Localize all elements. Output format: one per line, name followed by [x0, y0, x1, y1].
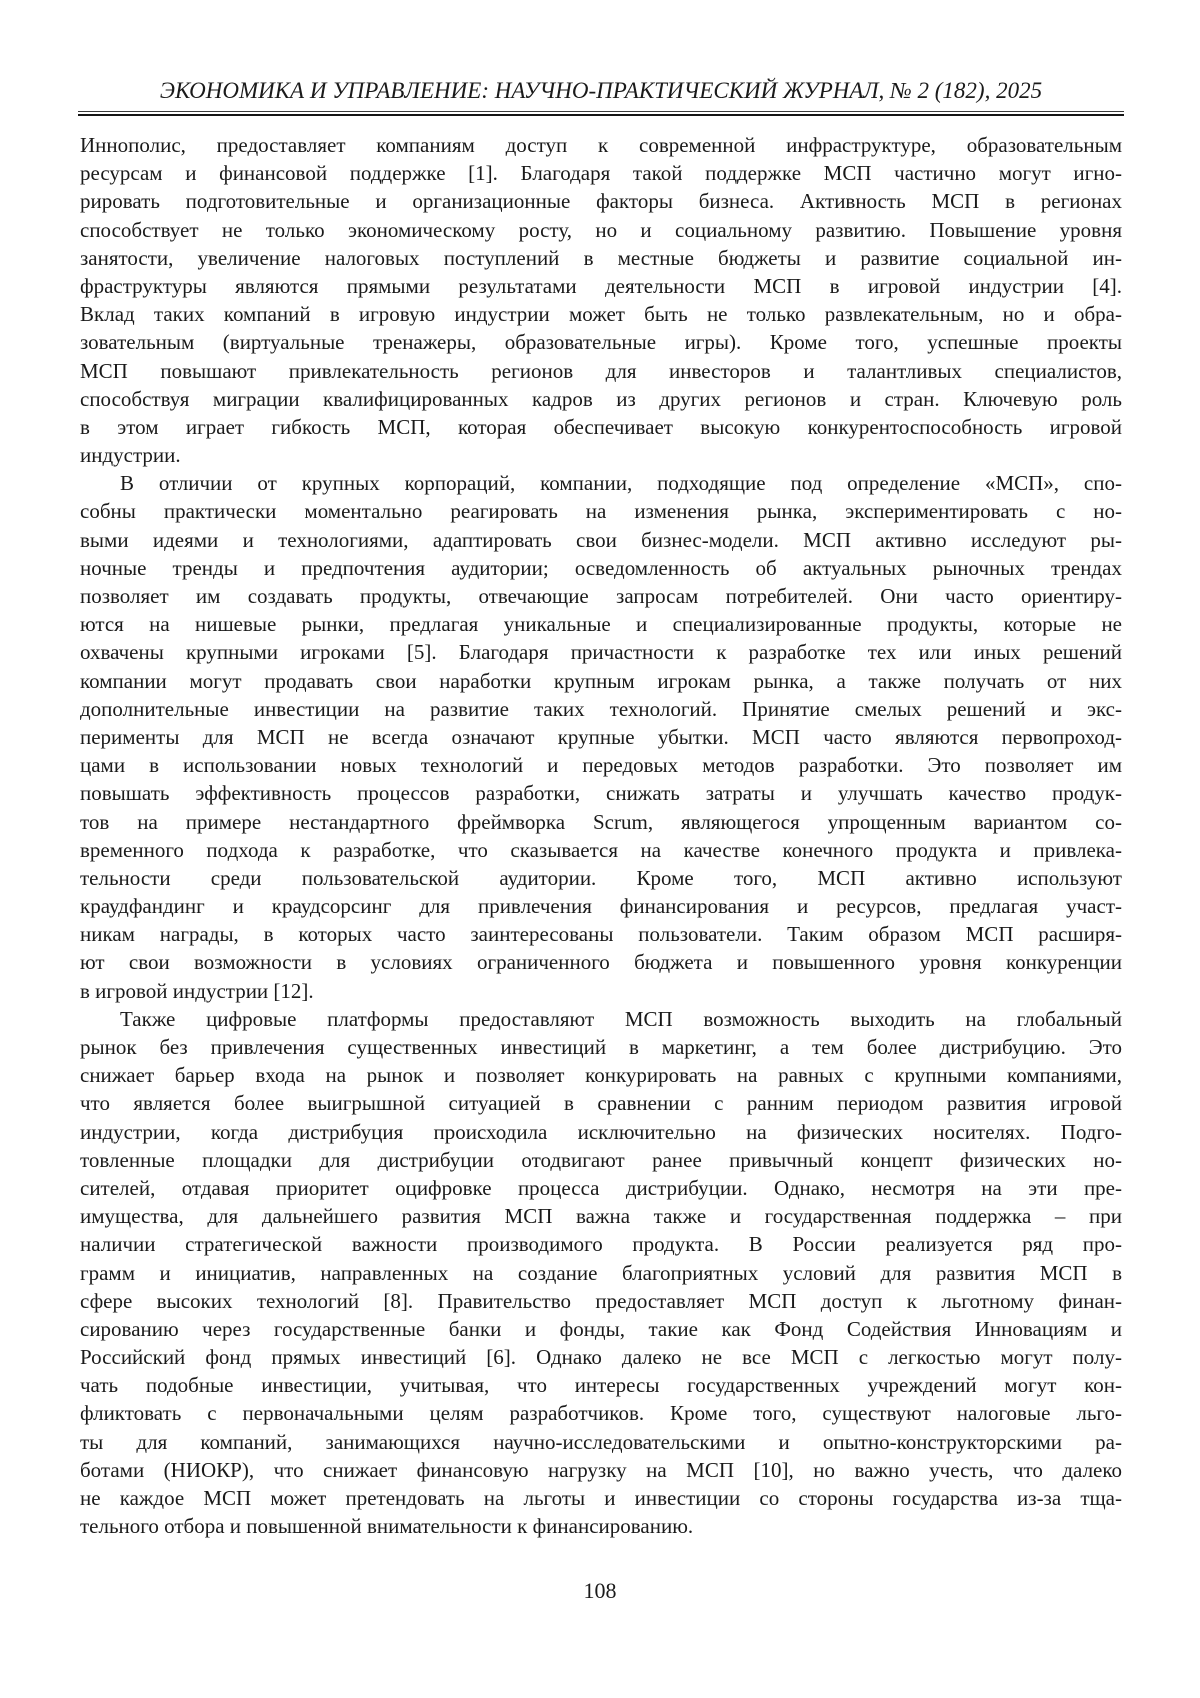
article-body [80, 131, 1122, 1540]
text-line: рынок без привлечения существенных инвестиций в маркетинг, а тем более дистрибуцию. Это [80, 1035, 1122, 1059]
paragraph [80, 1005, 1122, 1541]
text-line: сированию через государственные банки и фонды, такие как Фонд Содействия Инновациям и [80, 1316, 1122, 1341]
text-line: временного подхода к разработке, что сказывается на качестве конечного продукта и привлека- [80, 837, 1122, 862]
text-line: Вклад таких компаний в игровую индустрии может быть не только развлекательным, но и обра- [80, 302, 1122, 327]
text-line: сителей, отдавая приоритет оцифровке процесса дистрибуции. Однако, несмотря на эти пре- [80, 1175, 1122, 1200]
text-line: в этом играет гибкость МСП, которая обеспечивает высокую конкурентоспособность игровой [80, 414, 1122, 439]
text-line: что является более выигрышной ситуацией в сравнении с ранним периодом развития игровой [80, 1091, 1122, 1116]
text-line: фликтовать с первоначальными целям разработчиков. Кроме того, существуют налоговые льго- [80, 1401, 1122, 1426]
text-line: в игровой индустрии [12]. [80, 978, 314, 1003]
paragraph [80, 469, 1122, 1005]
text-line: позволяет им создавать продукты, отвечающие запросам потребителей. Они часто ориентиру- [80, 584, 1122, 608]
text-line: индустрии, когда дистрибуция происходила исключительно на физических носителях. Подго- [80, 1119, 1122, 1144]
text-line: Иннополис, предоставляет компаниям доступ к современной инфраструктуре, образовательным [80, 133, 1122, 157]
text-line: ночные тренды и предпочтения аудитории; осведомленность об актуальных рыночных трендах [80, 555, 1122, 580]
text-line: занятости, увеличение налоговых поступлений в местные бюджеты и развитие социальной ин- [80, 245, 1122, 270]
text-line: имущества, для дальнейшего развития МСП важна также и государственная поддержка – при [80, 1204, 1122, 1229]
text-line: выми идеями и технологиями, адаптировать свои бизнес-модели. МСП активно исследуют ры- [80, 527, 1122, 552]
text-line: ются на нишевые рынки, предлагая уникальные и специализированные продукты, которые не [80, 612, 1122, 637]
paragraph [80, 131, 1122, 469]
text-line: цами в использовании новых технологий и передовых методов разработки. Это позволяет им [80, 753, 1122, 778]
text-line: краудфандинг и краудсорсинг для привлечения финансирования и ресурсов, предлагая участ- [80, 894, 1122, 919]
text-line: никам награды, в которых часто заинтересованы пользователи. Таким образом МСП расширя- [80, 922, 1122, 947]
text-line: дополнительные инвестиции на развитие таких технологий. Принятие смелых решений и экс- [80, 696, 1122, 721]
text-line: снижает барьер входа на рынок и позволяет конкурировать на равных с крупными компаниями, [80, 1063, 1122, 1088]
text-line: охвачены крупными игроками [5]. Благодаря причастности к разработке тех или иных решений [80, 640, 1122, 665]
text-line: перименты для МСП не всегда означают крупные убытки. МСП часто являются первопроход- [80, 724, 1122, 749]
text-line: рировать подготовительные и организационные факторы бизнеса. Активность МСП в регионах [80, 189, 1122, 214]
text-line: товленные площадки для дистрибуции отодвигают ранее привычный концепт физических но- [80, 1147, 1122, 1172]
text-line: фраструктуры являются прямыми результатами деятельности МСП в игровой индустрии [4]. [80, 273, 1122, 298]
header-rule [78, 111, 1124, 116]
text-line: чать подобные инвестиции, учитывая, что интересы государственных учреждений могут кон- [80, 1373, 1122, 1398]
text-line: тельного отбора и повышенной внимательности к финансированию. [80, 1514, 694, 1539]
text-line: собны практически моментально реагировать на изменения рынка, экспериментировать с но- [80, 499, 1122, 524]
text-line: способствуя миграции квалифицированных кадров из других регионов и стран. Ключевую роль [80, 386, 1122, 411]
text-line: наличии стратегической важности производимого продукта. В России реализуется ряд про- [80, 1232, 1122, 1257]
text-line: не каждое МСП может претендовать на льготы и инвестиции со стороны государства из-за тща- [80, 1486, 1122, 1510]
text-line: сфере высоких технологий [8]. Правительство предоставляет МСП доступ к льготному финан- [80, 1288, 1122, 1313]
text-line: способствует не только экономическому росту, но и социальному развитию. Повышение уровня [80, 217, 1122, 242]
text-line: ют свои возможности в условиях ограниченного бюджета и повышенного уровня конкуренции [80, 950, 1122, 975]
text-line: Российский фонд прямых инвестиций [6]. Однако далеко не все МСП с легкостью могут полу- [80, 1345, 1122, 1370]
text-line: ботами (НИОКР), что снижает финансовую нагрузку на МСП [10], но важно учесть, что далеко [80, 1457, 1122, 1482]
text-line: индустрии. [80, 443, 181, 468]
text-line: компании могут продавать свои наработки крупным игрокам рынка, а также получать от них [80, 668, 1122, 693]
text-line: ты для компаний, занимающихся научно-исследовательскими и опытно-конструкторскими ра- [80, 1429, 1122, 1454]
page-number: 108 [583, 1578, 617, 1603]
text-line: грамм и инициатив, направленных на создание благоприятных условий для развития МСП в [80, 1260, 1122, 1285]
text-line: Также цифровые платформы предоставляют МСП возможность выходить на глобальный [120, 1006, 1122, 1031]
text-line: тов на примере нестандартного фреймворка Scrum, являющегося упрощенным вариантом со- [80, 809, 1122, 834]
text-line: тельности среди пользовательской аудитории. Кроме того, МСП активно используют [80, 865, 1122, 890]
text-line: МСП повышают привлекательность регионов для инвесторов и талантливых специалистов, [80, 358, 1122, 383]
text-line: зовательным (виртуальные тренажеры, образовательные игры). Кроме того, успешные проекты [80, 330, 1122, 355]
text-line: ресурсам и финансовой поддержке [1]. Благодаря такой поддержке МСП частично могут игно- [80, 161, 1122, 186]
text-line: повышать эффективность процессов разработки, снижать затраты и улучшать качество продук- [80, 781, 1122, 806]
text-line: В отличии от крупных корпораций, компании, подходящие под определение «МСП», спо- [120, 471, 1122, 496]
running-header: ЭКОНОМИКА И УПРАВЛЕНИЕ: НАУЧНО-ПРАКТИЧЕСКИЙ ЖУРНАЛ, № 2 (182), 2025 [159, 78, 1043, 103]
